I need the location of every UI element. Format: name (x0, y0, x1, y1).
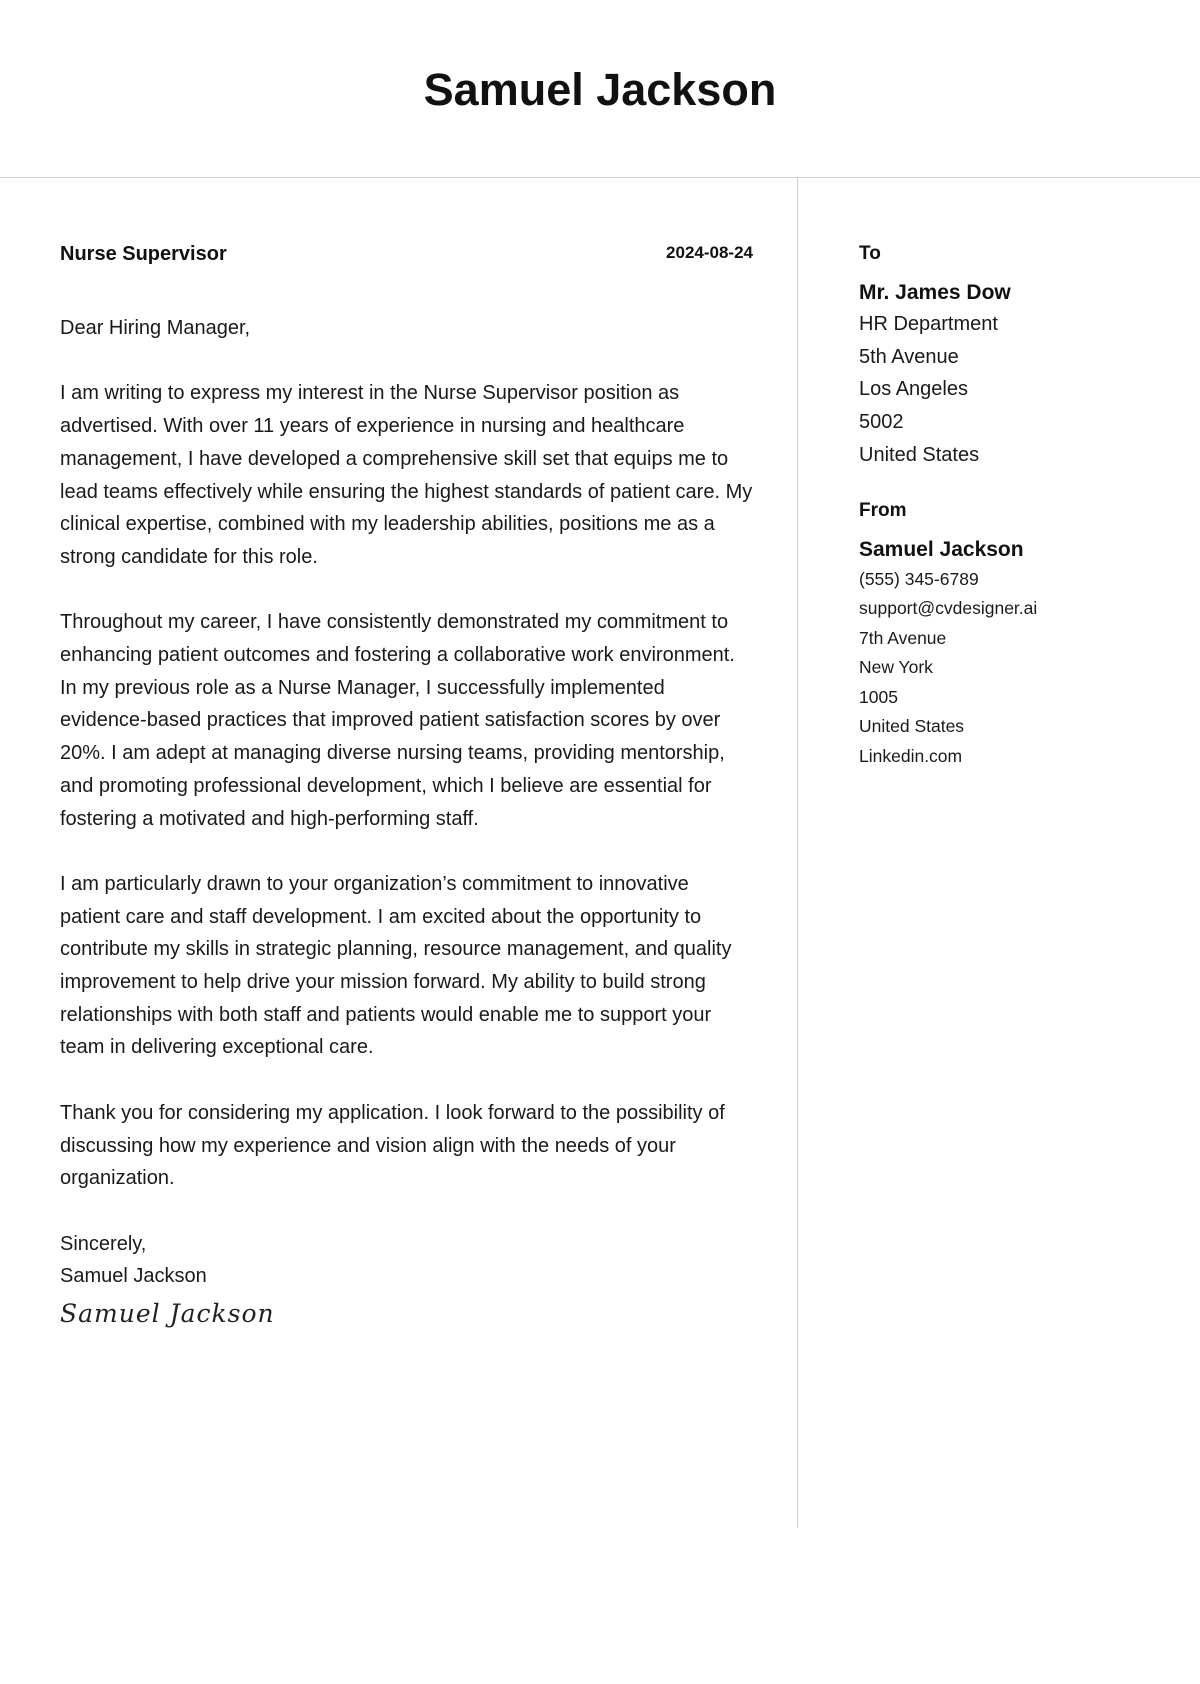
sender-website: Linkedin.com (859, 745, 963, 766)
recipient-zip: 5002 (859, 411, 904, 434)
sender-block (859, 500, 1159, 772)
sender-email: support@cvdesigner.ai (859, 598, 1038, 619)
column-divider (797, 178, 798, 1528)
recipient-block (859, 243, 1159, 472)
sender-phone: (555) 345-6789 (859, 568, 979, 589)
recipient-department: HR Department (859, 313, 998, 335)
recipient-city: Los Angeles (859, 378, 968, 401)
letter-meta-row (60, 240, 753, 270)
sender-label: From (859, 499, 907, 521)
address-sidebar (859, 240, 1159, 771)
letter-text (60, 312, 753, 1293)
recipient-name: Mr. James Dow (859, 281, 1011, 304)
paragraph-1: I am writing to express my interest in the Nurse Supervisor position as advertised. With over 11 years of experience in nursing and healthcare management, I have developed a comprehensive skill set that equips me to lead teams effectively while ensuring the highest standards of patient care. My clinical expertise, combined with my leadership abilities, positions me as a strong candidate for this role. (60, 382, 753, 568)
salutation: Dear Hiring Manager, (60, 317, 251, 339)
sender-country: United States (859, 716, 965, 737)
letter-body (60, 240, 753, 1328)
recipient-label: To (859, 243, 881, 264)
paragraph-2: Throughout my career, I have consistently demonstrated my commitment to enhancing patient outcomes and fostering a collaborative work environment. In my previous role as a Nurse Manager, I successfully implemented evidence-based practices that improved patient satisfaction scores by over 20%. I am adept at managing diverse nursing teams, providing mentorship, and promoting professional development, which I believe are essential for fostering a motivated and high-performing staff. (60, 611, 735, 830)
sender-city: New York (859, 657, 933, 678)
page-header (0, 0, 1200, 178)
sender-street: 7th Avenue (859, 627, 947, 648)
signature: Samuel Jackson (60, 1299, 275, 1329)
recipient-street: 5th Avenue (859, 345, 959, 368)
recipient-country: United States (859, 443, 980, 466)
applicant-name: Samuel Jackson (423, 64, 777, 115)
paragraph-4: Thank you for considering my application. I look forward to the possibility of discussing how my experience and vision align with the needs of your organization. (60, 1101, 725, 1190)
letter-date: 2024-08-24 (666, 243, 753, 262)
closing-name: Samuel Jackson (60, 1265, 207, 1288)
sender-name: Samuel Jackson (859, 537, 1024, 561)
paragraph-3: I am particularly drawn to your organization’s commitment to innovative patient care and staff development. I am excited about the opportunity to contribute my skills in strategic planning, resource management, and quality improvement to help drive your mission forward. My ability to build strong relationships with both staff and patients would enable me to support your team in delivering exceptional care. (60, 872, 732, 1059)
closing: Sincerely, (60, 1232, 147, 1255)
sender-zip: 1005 (859, 686, 898, 707)
job-title: Nurse Supervisor (60, 243, 227, 265)
